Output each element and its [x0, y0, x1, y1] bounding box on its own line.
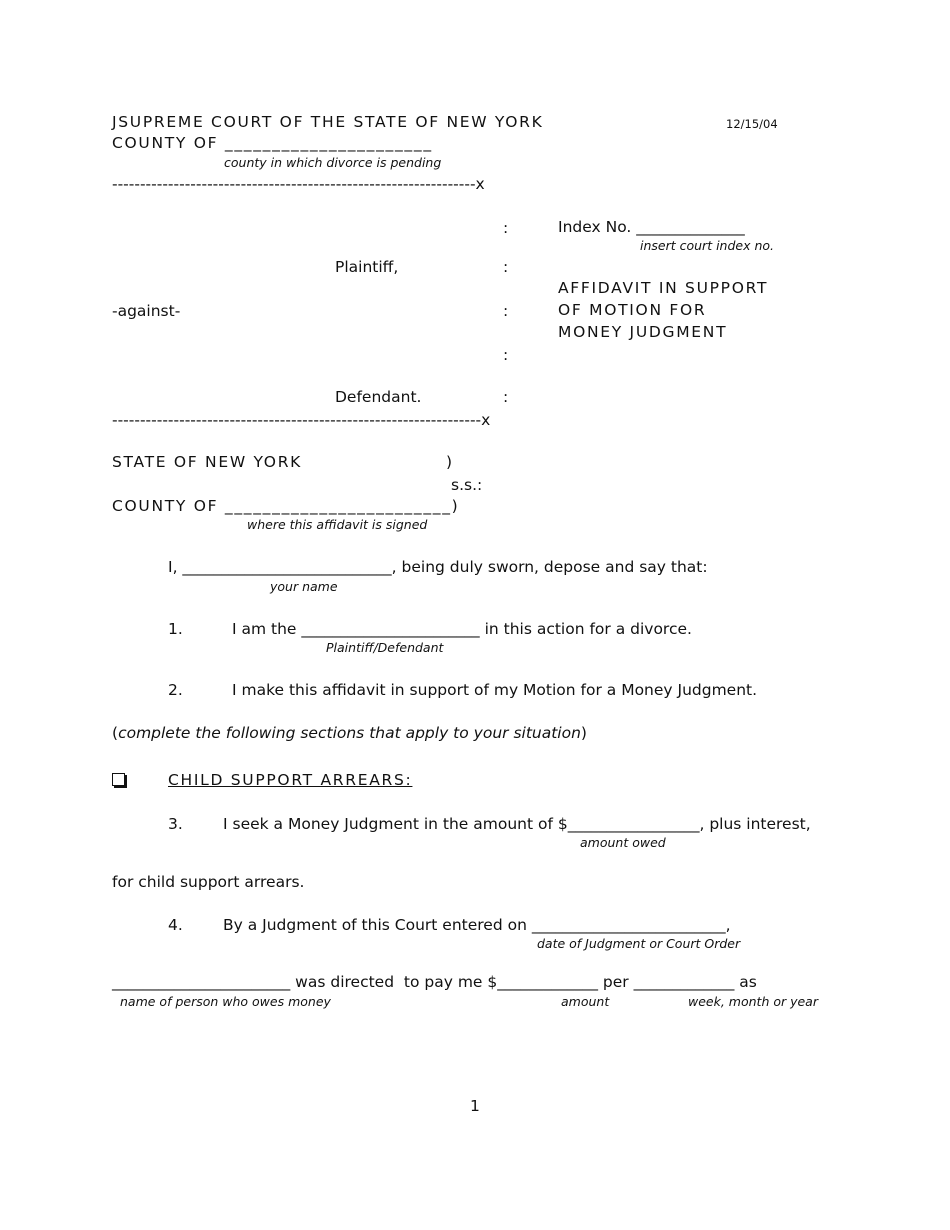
payer-name-caption: name of person who owes money: [120, 994, 331, 1009]
venue-county: COUNTY OF ________________________): [112, 497, 460, 515]
paragraph-4-text: By a Judgment of this Court entered on _________________________,: [223, 916, 731, 934]
form-date: 12/15/04: [726, 117, 778, 131]
instruction-paren-close: ): [580, 724, 587, 742]
instruction-note: [112, 726, 587, 742]
court-title: JSUPREME COURT OF THE STATE OF NEW YORK: [112, 113, 544, 131]
caption-separator-bottom: ------------------------------------------------------------------x: [112, 411, 491, 429]
child-support-checkbox[interactable]: [112, 773, 125, 786]
county-line: COUNTY OF ______________________: [112, 134, 433, 152]
county-caption: county in which divorce is pending: [224, 155, 442, 170]
paragraph-4-line-2: _______________________ was directed to pay me $_____________ per _____________ as: [112, 973, 757, 991]
paragraph-1-number: 1.: [168, 620, 183, 638]
paragraph-3-caption: amount owed: [580, 835, 666, 850]
paragraph-2-number: 2.: [168, 681, 183, 699]
your-name-caption: your name: [270, 579, 338, 594]
defendant-label: Defendant.: [335, 388, 422, 406]
amount-caption: amount: [561, 994, 610, 1009]
against-label: -against-: [112, 302, 181, 320]
instruction-paren-open: (: [112, 724, 119, 742]
index-number-field: Index No. ______________: [558, 218, 745, 236]
document-title-line-1: AFFIDAVIT IN SUPPORT: [558, 279, 769, 297]
caption-colon: :: [503, 388, 509, 406]
paragraph-4-caption: date of Judgment or Court Order: [537, 936, 741, 951]
document-title-line-2: OF MOTION FOR: [558, 301, 707, 319]
index-caption: insert court index no.: [640, 238, 775, 253]
venue-county-caption: where this affidavit is signed: [247, 517, 428, 532]
paragraph-4-number: 4.: [168, 916, 183, 934]
caption-colon: :: [503, 258, 509, 276]
venue-paren: ): [446, 453, 453, 471]
document-title-line-3: MONEY JUDGMENT: [558, 323, 728, 341]
plaintiff-label: Plaintiff,: [335, 258, 399, 276]
paragraph-1-caption: Plaintiff/Defendant: [326, 640, 444, 655]
caption-colon: :: [503, 219, 509, 237]
caption-colon: :: [503, 302, 509, 320]
instruction-text: complete the following sections that apply to your situation: [118, 724, 581, 742]
paragraph-3-continuation: for child support arrears.: [112, 873, 305, 891]
page-number: 1: [470, 1097, 480, 1115]
paragraph-3-text: I seek a Money Judgment in the amount of $_________________, plus interest,: [223, 815, 811, 833]
paragraph-1-text: I am the _______________________ in this action for a divorce.: [232, 620, 692, 638]
caption-separator-top: -----------------------------------------------------------------x: [112, 175, 485, 193]
section-title-child-support: CHILD SUPPORT ARREARS:: [168, 771, 413, 789]
period-caption: week, month or year: [688, 994, 818, 1009]
paragraph-3-number: 3.: [168, 815, 183, 833]
venue-ss: s.s.:: [451, 476, 483, 494]
paragraph-2-text: I make this affidavit in support of my Motion for a Money Judgment.: [232, 681, 758, 699]
venue-state: STATE OF NEW YORK: [112, 453, 303, 471]
caption-colon: :: [503, 346, 509, 364]
intro-statement: I, ___________________________, being duly sworn, depose and say that:: [168, 558, 708, 576]
